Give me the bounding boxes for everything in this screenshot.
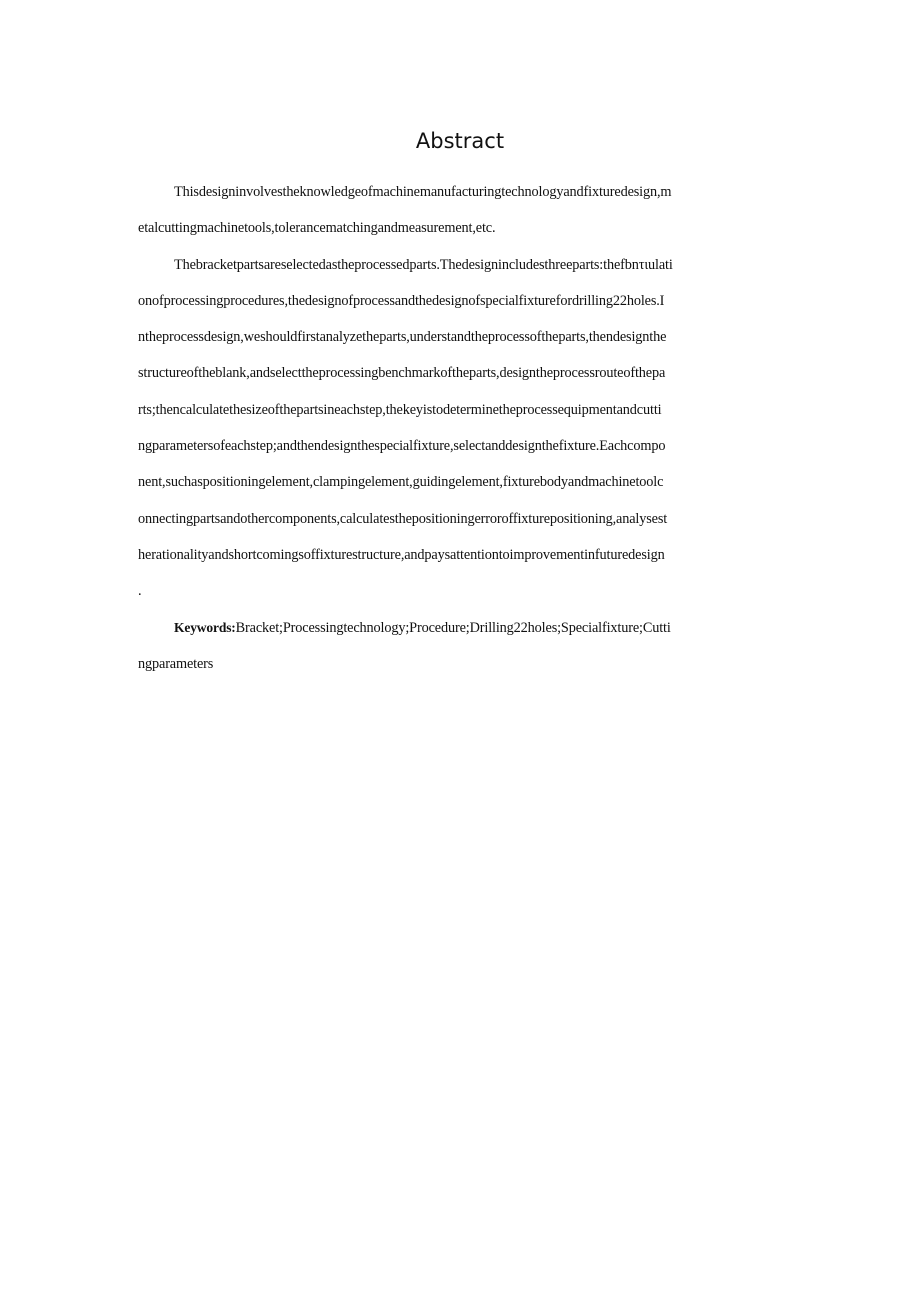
paragraph-1-line: etalcuttingmachinetools,tolerancematchingandmeasurement,etc.: [138, 220, 496, 237]
paragraph-2-line: nent,suchaspositioningelement,clampingelement,guidingelement,fixturebodyandmachinetoolc: [138, 474, 664, 491]
abstract-body: [138, 174, 782, 682]
keywords-line: [138, 610, 782, 646]
paragraph-2-line: herationalityandshortcomingsoffixturestructure,andpaysattentiontoimprovementinfuturedesign: [138, 546, 665, 563]
paragraph-1-line: Thisdesigninvolvestheknowledgeofmachinemanufacturingtechnologyandfixturedesign,m: [174, 184, 672, 200]
abstract-title: Abstract: [415, 129, 505, 153]
paragraph-2-line: rts;thencalculatethesizeofthepartsineachstep,thekeyistodeterminetheprocessequipmentandcutti: [138, 401, 662, 418]
paragraph-2-line: onnectingpartsandothercomponents,calculatesthepositioningerroroffixturepositioning,analysest: [138, 510, 668, 527]
paragraph-2-line: onofprocessingprocedures,thedesignofprocessandthedesignofspecialfixturefordrilling22holes.I: [138, 292, 665, 309]
paragraph-2-line: ntheprocessdesign,weshouldfirstanalyzetheparts,understandtheprocessoftheparts,thendesignthe: [138, 329, 667, 346]
keywords-label: Keywords:: [174, 619, 236, 635]
paragraph-2-line: structureoftheblank,andselecttheprocessingbenchmarkoftheparts,designtheprocessrouteofthepa: [138, 365, 666, 382]
paragraph-2-line: ngparametersofeachstep;andthendesignthespecialfixture,selectanddesignthefixture.Eachcompo: [138, 438, 666, 455]
keywords-line: ngparameters: [138, 655, 214, 672]
paragraph-2-line: Thebracketpartsareselectedastheprocessedparts.Thedesignincludesthreeparts:thefbnτιulati: [174, 256, 673, 273]
keywords-text: Bracket;Processingtechnology;Procedure;Drilling22holes;Specialfixture;Cutti: [235, 619, 671, 636]
paragraph-2-line: .: [138, 583, 142, 600]
